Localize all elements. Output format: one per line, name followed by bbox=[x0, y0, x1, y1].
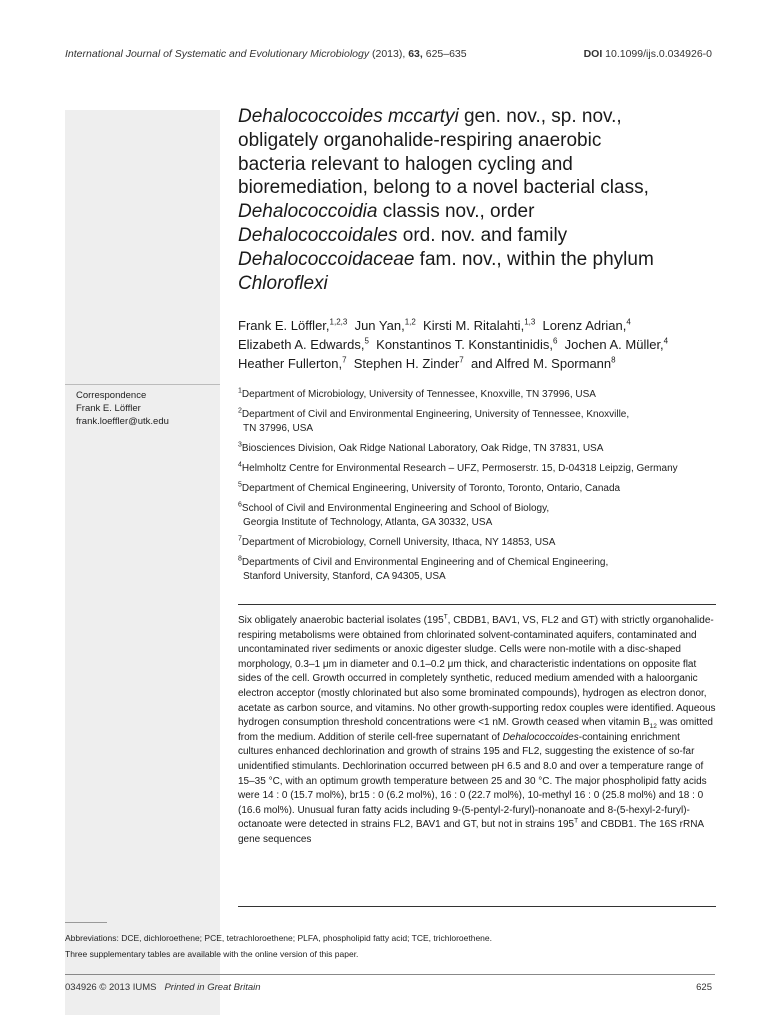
author: and Alfred M. Spormann$^8$ bbox=[470, 355, 616, 371]
correspondence-rule bbox=[65, 384, 220, 385]
article-title bbox=[238, 105, 718, 295]
title-part: Dehalococcoides mccartyi bbox=[238, 106, 459, 127]
footer-id: 034926 © 2013 IUMS bbox=[65, 982, 157, 993]
abstract-top-rule bbox=[238, 604, 716, 605]
author: Jun Yan,$^{1,2}$ bbox=[354, 317, 416, 333]
title-part: Dehalococcoidia bbox=[238, 201, 378, 223]
title-part: bacteria relevant to halogen cycling and bbox=[238, 153, 573, 175]
affiliation: $^5$Department of Chemical Engineering, University of Toronto, Toronto, Ontario, Canada bbox=[238, 481, 621, 494]
page-number: 625 bbox=[696, 982, 712, 993]
author-list bbox=[238, 316, 718, 373]
author: Konstantinos T. Konstantinidis,$^6$ bbox=[376, 336, 558, 352]
journal-year: (2013), bbox=[372, 48, 406, 60]
author: Lorenz Adrian,$^4$ bbox=[542, 317, 631, 333]
affiliation: $^6$School of Civil and Environmental Engineering and School of Biology, Georgia Institute of Technology, Atlanta, GA 30332, USA bbox=[238, 501, 550, 528]
footer-printed: Printed in Great Britain bbox=[164, 982, 261, 993]
author: Kirsti M. Ritalahti,$^{1,3}$ bbox=[423, 317, 536, 333]
footnote-rule bbox=[65, 922, 107, 923]
author: Stephen H. Zinder$^7$ bbox=[353, 355, 464, 371]
supplementary-note: Three supplementary tables are available with the online version of this paper. bbox=[65, 949, 359, 959]
abstract-text: Six obligately anaerobic bacterial isolates ($195^T$, CBDB1, BAV1, VS, FL2 and GT) with strictly organohalide-respiring metabolisms were obtained from chlorinated solvent-contaminated aquifers, contaminated and uncontaminated river sediments or anoxic digester sludge. Cells were non-motile with a disc-shaped morphology, 0.3–1 μm in diameter and 0.1–0.2 μm thick, and characteristic indentations on opposite flat sides of the cell. Growth occurred in completely synthetic, reduced medium amended with a haloorganic electron acceptor (mostly chlorinated but also some brominated compounds), hydrogen as electron donor, acetate as carbon source, and vitamins. No other growth-supporting redox couples were identified. Aqueous hydrogen consumption threshold concentrations were <1 nM. Growth ceased when vitamin $B_{12}$ was omitted from the medium. Addition of sterile cell-free supernatant of Dehalococcoides-containing enrichment cultures enhanced dechlorination and growth of strains 195 and FL2, suggesting the existence of so-far unidentified stimulants. Dechlorination occurred between pH 6.5 and 8.0 and over a temperature range of 15–35 °C, with an optimum growth temperature between 25 and 30 °C. The major phospholipid fatty acids were 14 : 0 (15.7 mol%), br15 : 0 (6.2 mol%), 16 : 0 (22.7 mol%), 10-methyl 16 : 0 (25.8 mol%) and 18 : 0 (16.6 mol%). Unusual furan fatty acids including 9-(5-pentyl-2-furyl)-nonanoate and 8-(5-hexyl-2-furyl)-octanoate were detected in strains FL2, BAV1 and GT, but not in strains $195^T$ and CBDB1. The 16S rRNA gene sequences bbox=[238, 613, 716, 845]
author: Heather Fullerton,$^7$ bbox=[238, 355, 347, 371]
correspondence-email[interactable]: frank.loeffler@utk.edu bbox=[76, 416, 169, 427]
affiliation: $^7$Department of Microbiology, Cornell University, Ithaca, NY 14853, USA bbox=[238, 535, 556, 548]
running-header-citation bbox=[65, 48, 467, 60]
abstract-bottom-rule bbox=[238, 906, 716, 907]
correspondence-name: Frank E. Löffler bbox=[76, 403, 141, 414]
footer-rule bbox=[65, 974, 715, 975]
affiliation: $^4$Helmholtz Centre for Environmental Research – UFZ, Permoserstr. 15, D-04318 Leipzig, Germany bbox=[238, 461, 678, 474]
title-part: classis nov., order bbox=[377, 201, 535, 223]
author: Elizabeth A. Edwards,$^5$ bbox=[238, 336, 369, 352]
title-part: Dehalococcoidaceae bbox=[238, 248, 415, 270]
journal-volume: 63, bbox=[408, 48, 423, 60]
correspondence-label: Correspondence bbox=[76, 390, 147, 401]
title-part: Chloroflexi bbox=[238, 272, 328, 294]
doi-value[interactable]: 10.1099/ijs.0.034926-0 bbox=[605, 48, 712, 60]
title-part: bioremediation, belong to a novel bacterial class, bbox=[238, 177, 649, 199]
footnotes bbox=[65, 930, 715, 962]
journal-pages: 625–635 bbox=[425, 48, 467, 60]
title-part: obligately organohalide-respiring anaerobic bbox=[238, 129, 602, 151]
title-part: fam. nov., within the phylum bbox=[414, 248, 654, 270]
sidebar-panel bbox=[65, 110, 220, 1015]
affiliation: $^1$Department of Microbiology, University of Tennessee, Knoxville, TN 37996, USA bbox=[238, 387, 596, 400]
abbreviations-note: Abbreviations: DCE, dichloroethene; PCE, tetrachloroethene; PLFA, phospholipid fatty acid; TCE, trichloroethene. bbox=[65, 933, 492, 943]
author: Frank E. Löffler,$^{1,2,3}$ bbox=[238, 317, 348, 333]
affiliation: $^8$Departments of Civil and Environmental Engineering and of Chemical Engineering, Stanford University, Stanford, CA 94305, USA bbox=[238, 555, 609, 582]
affiliation-list bbox=[238, 388, 718, 590]
running-header-doi bbox=[584, 48, 712, 60]
affiliation: $^3$Biosciences Division, Oak Ridge National Laboratory, Oak Ridge, TN 37831, USA bbox=[238, 441, 604, 454]
title-part: ord. nov. and family bbox=[397, 224, 568, 246]
title-part: Dehalococcoidales bbox=[238, 224, 398, 246]
correspondence-box bbox=[65, 384, 220, 428]
doi-label: DOI bbox=[583, 48, 603, 60]
journal-name: International Journal of Systematic and Evolutionary Microbiology bbox=[65, 48, 370, 60]
affiliation: $^2$Department of Civil and Environmental Engineering, University of Tennessee, Knoxville, TN 37996, USA bbox=[238, 407, 630, 434]
title-part: gen. nov., sp. nov., bbox=[458, 106, 622, 127]
author: Jochen A. Müller,$^4$ bbox=[564, 336, 669, 352]
footer-left bbox=[65, 982, 261, 993]
